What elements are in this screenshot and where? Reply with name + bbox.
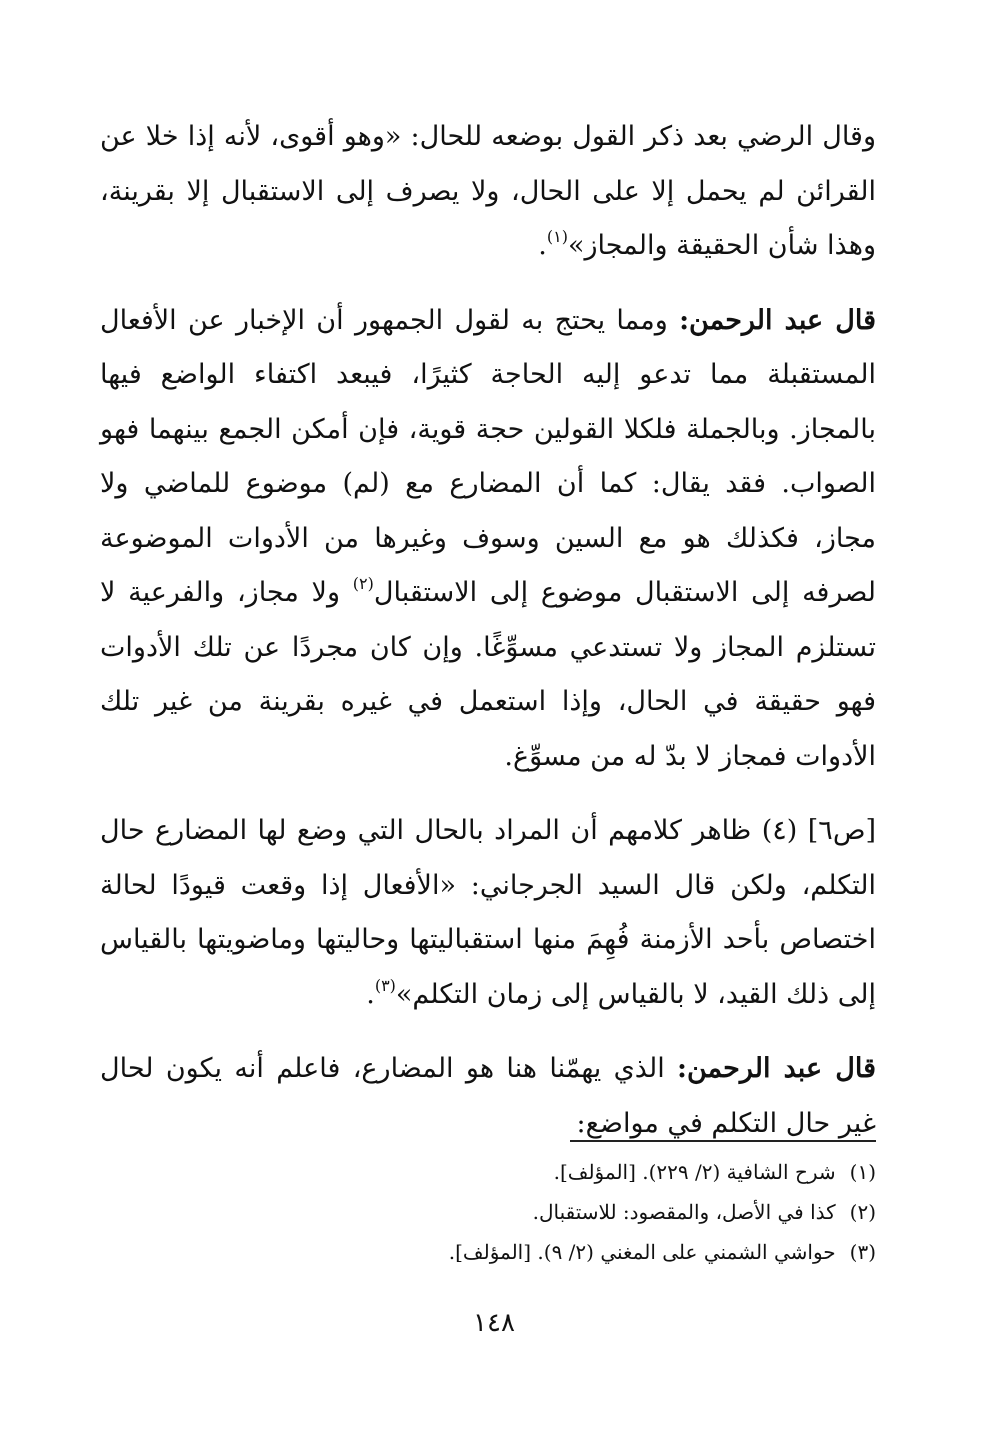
footnote-3	[300, 1232, 876, 1272]
footnote-separator	[570, 1140, 876, 1142]
footnote-2	[300, 1192, 876, 1232]
footnote-ref-1: (١)	[546, 227, 568, 246]
paragraph-4-lead: قال عبد الرحمن:	[677, 1053, 876, 1084]
paragraph-3-text: [ص٦] (٤) ظاهر كلامهم أن المراد بالحال التي وضع لها المضارع حال التكلم، ولكن قال السيد الجرجاني: «الأفعال إذا وقعت قيودًا لحالة اختصاص بأحد الأزمنة فُهِمَ منها استقباليتها وحاليتها وماضويتها بالقياس إلى ذلك القيد، لا بالقياس إلى زمان التكلم»	[100, 815, 876, 1010]
paragraph-1-text: وقال الرضي بعد ذكر القول بوضعه للحال: «وهو أقوى، لأنه إذا خلا عن القرائن لم يحمل إلا على الحال، ولا يصرف إلى الاستقبال إلا بقرينة، وهذا شأن الحقيقة والمجاز»	[100, 121, 876, 261]
main-text	[100, 110, 876, 1151]
paragraph-3	[100, 804, 876, 1022]
paragraph-2	[100, 294, 876, 785]
footnote-2-text: كذا في الأصل، والمقصود: للاستقبال.	[532, 1200, 836, 1224]
page-number: ١٤٨	[473, 1308, 515, 1338]
paragraph-4	[100, 1042, 876, 1151]
paragraph-2-text: ومما يحتج به لقول الجمهور أن الإخبار عن الأفعال المستقبلة مما تدعو إليه الحاجة كثيرًا، فيبعد اكتفاء الواضع فيها بالمجاز. وبالجملة فلكلا القولين حجة قوية، فإن أمكن الجمع بينهما فهو الصواب. فقد يقال: كما أن المضارع مع (لم) موضوع للماضي ولا مجاز، فكذلك هو مع السين وسوف وغيرها من الأدوات الموضوعة لصرفه إلى الاستقبال موضوع إلى الاستقبال	[100, 304, 876, 608]
paragraph-4-text: الذي يهمّنا هنا هو المضارع، فاعلم أنه يكون لحال غير حال التكلم في مواضع:	[100, 1053, 876, 1139]
footnote-1	[300, 1152, 876, 1192]
paragraph-3-tail: .	[366, 978, 375, 1010]
footnote-3-number: (٣)	[849, 1240, 876, 1264]
paragraph-2-lead: قال عبد الرحمن:	[679, 304, 876, 336]
paragraph-1-tail: .	[538, 230, 547, 261]
footnote-1-number: (١)	[849, 1160, 876, 1184]
footnote-ref-3: (٣)	[374, 975, 396, 995]
footnote-2-number: (٢)	[849, 1200, 876, 1224]
footnotes	[300, 1152, 876, 1272]
footnote-1-text: شرح الشافية (٢/ ٢٢٩). [المؤلف].	[553, 1160, 836, 1184]
paragraph-1	[100, 110, 876, 274]
footnote-ref-2: (٢)	[352, 574, 374, 593]
footnote-3-text: حواشي الشمني على المغني (٢/ ٩). [المؤلف].	[448, 1240, 836, 1264]
paragraph-2-tail: ولا مجاز، والفرعية لا تستلزم المجاز ولا تستدعي مسوِّغًا. وإن كان مجردًا عن تلك الأدوات فهو حقيقة في الحال، وإذا استعمل في غيره بقرينة من غير تلك الأدوات فمجاز لا بدّ له من مسوِّغ.	[100, 577, 876, 772]
